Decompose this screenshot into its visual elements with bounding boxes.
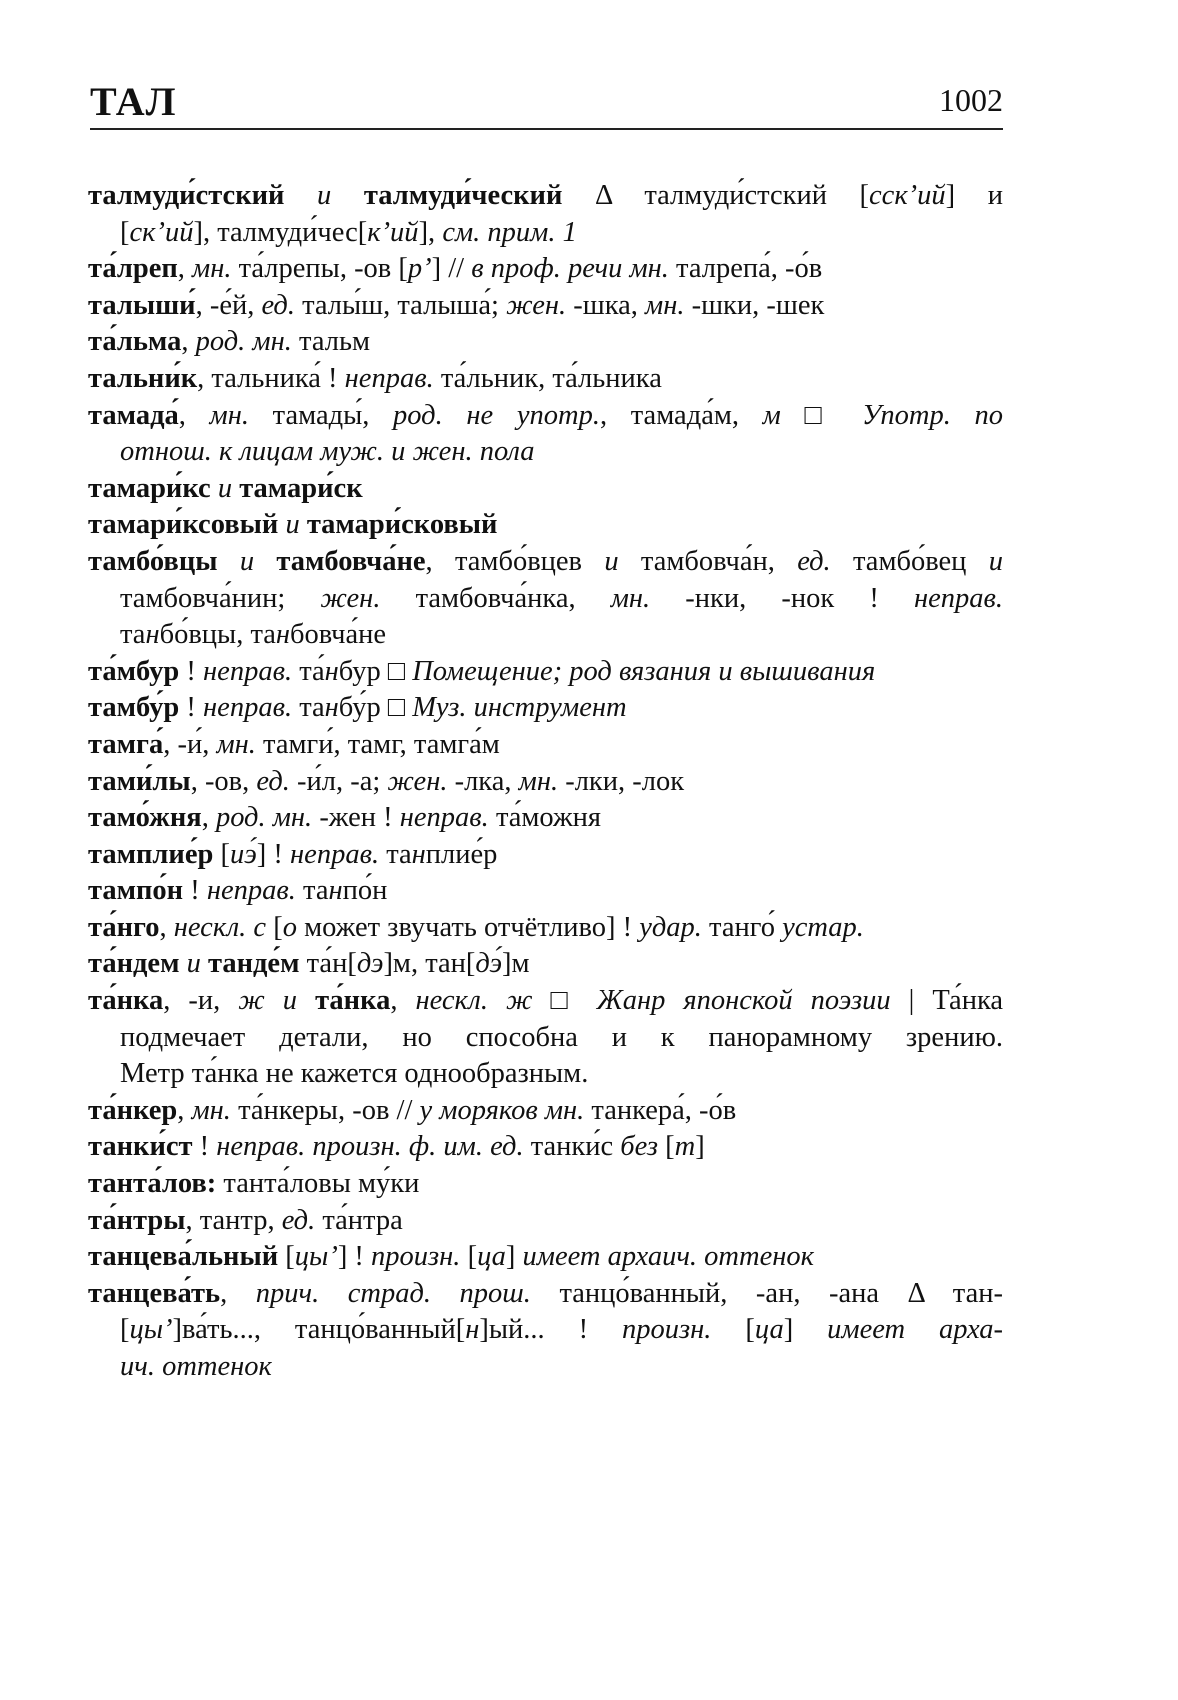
label-italic: род. мн. xyxy=(195,326,292,358)
entry-headline xyxy=(88,544,1003,581)
dictionary-entry xyxy=(88,361,1003,398)
headword: та́мбур xyxy=(88,655,180,687)
label-italic: имеет арха- xyxy=(827,1314,1003,1346)
entry-text: танки́с xyxy=(523,1131,621,1163)
entry-text: -нки, -нок ! xyxy=(650,582,914,614)
headword: тамари́кс xyxy=(88,472,211,504)
label-italic: род. не употр. xyxy=(393,399,600,431)
label-italic: устар. xyxy=(782,911,864,943)
entry-text: талы́ш, талыша́; xyxy=(294,289,507,321)
entry-continuation-line xyxy=(88,1312,1003,1349)
label-italic: неправ. xyxy=(203,692,293,724)
entry-text: [ xyxy=(120,216,130,248)
label-italic: ед. xyxy=(256,765,290,797)
entry-text: ]м, тан[ xyxy=(383,948,476,980)
entry-text: , тамбо́вцев xyxy=(425,545,605,577)
headword: та́льма xyxy=(88,326,182,358)
dictionary-entry xyxy=(88,1166,1003,1203)
label-italic: неправ. xyxy=(399,802,489,834)
headword: тамари́сковый xyxy=(306,509,498,541)
entry-text: ]ый... ! xyxy=(479,1314,623,1346)
entry-text: ! xyxy=(179,655,204,687)
entry-text: , -е́й, xyxy=(195,289,262,321)
entry-continuation-line xyxy=(88,434,1003,471)
headword: танта́лов: xyxy=(88,1168,217,1200)
dictionary-entry xyxy=(88,1239,1003,1276)
dictionary-entry xyxy=(88,398,1003,471)
running-head: ТАЛ xyxy=(90,79,177,124)
entry-text: ! xyxy=(183,875,207,907)
entry-text: [ xyxy=(120,1314,130,1346)
label-italic: жен. xyxy=(387,765,448,797)
entry-headline xyxy=(88,873,1003,910)
headword: талмуди́ческий xyxy=(363,180,563,211)
dictionary-entry xyxy=(88,544,1003,654)
entry-text: ] // xyxy=(431,253,472,285)
entry-text: бур □ xyxy=(338,655,413,687)
label-italic: род. мн. xyxy=(215,802,313,834)
entry-text: та́лрепы, -ов [ xyxy=(231,253,408,285)
dictionary-entries xyxy=(88,178,1003,1386)
dictionary-entry xyxy=(88,983,1003,1093)
entry-text: та xyxy=(379,838,412,870)
label-italic: ед. xyxy=(797,545,831,577)
entry-headline xyxy=(88,288,1003,325)
entry-text: танго́ xyxy=(701,911,783,943)
label-italic: нескл. с xyxy=(173,911,267,943)
entry-continuation-line xyxy=(88,215,1003,252)
label-italic: н xyxy=(411,838,426,870)
entry-headline xyxy=(88,837,1003,874)
entry-headline xyxy=(88,361,1003,398)
entry-text: , xyxy=(220,1277,256,1309)
entry-text: тамбо́вец xyxy=(830,545,989,577)
headword: тамада́ xyxy=(88,399,179,431)
label-italic: мн. xyxy=(216,728,256,760)
label-italic: неправ. произн. ф. им. ед. xyxy=(216,1131,524,1163)
entry-text: | Та́нка xyxy=(890,985,1003,1017)
label-italic: Жанр японской поэзии xyxy=(596,985,891,1017)
dictionary-entry xyxy=(88,471,1003,508)
dictionary-entry xyxy=(88,837,1003,874)
entry-text: ]ва́ть..., танцо́ванный[ xyxy=(172,1314,466,1346)
entry-continuation-line xyxy=(88,1349,1003,1386)
entry-headline xyxy=(88,1093,1003,1130)
label-italic: жен. xyxy=(506,289,567,321)
entry-text: тамги́, тамг, тамга́м xyxy=(255,728,500,760)
entry-text: ]м xyxy=(502,948,530,980)
entry-text: -шки, -шек xyxy=(684,289,825,321)
entry-text: та́ xyxy=(292,655,325,687)
label-italic: рʼ xyxy=(407,253,432,285)
entry-text: та́можня xyxy=(488,802,602,834)
dictionary-entry xyxy=(88,764,1003,801)
entry-text: тамбовча́нин; xyxy=(120,582,321,614)
dictionary-entry xyxy=(88,654,1003,691)
headword: танцева́ть xyxy=(88,1277,221,1309)
headword: та́нка xyxy=(315,985,391,1017)
entry-text: , xyxy=(390,985,416,1017)
label-italic: см. прим. 1 xyxy=(442,216,577,248)
label-italic: и xyxy=(217,545,277,577)
label-italic: дэ xyxy=(356,948,384,980)
entry-headline xyxy=(88,690,1003,727)
entry-text: -жен ! xyxy=(312,802,400,834)
entry-headline xyxy=(88,324,1003,361)
entry-headline xyxy=(88,1276,1003,1313)
label-italic: отнош. к лицам муж. и жен. пола xyxy=(120,436,535,468)
page-number: 1002 xyxy=(939,82,1003,118)
entry-headline xyxy=(88,1203,1003,1240)
headword: тамари́ксовый xyxy=(88,509,279,541)
entry-text: [ xyxy=(266,911,283,943)
entry-text: ! xyxy=(179,692,204,724)
label-italic: и xyxy=(278,509,307,541)
entry-text: та́нкеры, -ов // xyxy=(230,1094,420,1126)
label-italic: мн. xyxy=(191,1094,231,1126)
entry-text: ] и xyxy=(945,180,1003,211)
dictionary-entry xyxy=(88,727,1003,764)
headword: та́ндем xyxy=(88,948,180,980)
label-italic: произн. xyxy=(371,1241,461,1273)
entry-continuation-line xyxy=(88,617,1003,654)
entry-text: ] xyxy=(783,1314,828,1346)
label-italic: и xyxy=(604,545,619,577)
label-italic: неправ. xyxy=(290,838,380,870)
entry-text: та xyxy=(120,619,146,651)
entry-text: та́нтра xyxy=(315,1204,403,1236)
label-italic: мн. xyxy=(209,399,249,431)
entry-text: по́н xyxy=(342,875,388,907)
headword: тамари́ск xyxy=(239,472,363,504)
entry-text: [ xyxy=(460,1241,478,1273)
entry-text: бу́р □ xyxy=(338,692,413,724)
headword: тамбу́р xyxy=(88,692,180,724)
entry-headline xyxy=(88,727,1003,764)
entry-text: танкера́, -о́в xyxy=(584,1094,737,1126)
entry-text: [ xyxy=(711,1314,755,1346)
label-italic: цыʼ xyxy=(129,1314,173,1346)
entry-continuation-line xyxy=(88,1020,1003,1057)
label-italic: неправ. xyxy=(203,655,293,687)
label-italic: нескл. ж xyxy=(415,985,533,1017)
entry-headline xyxy=(88,800,1003,837)
headword: та́нкер xyxy=(88,1094,178,1126)
entry-text: ], талмуди́чес[ xyxy=(193,216,368,248)
entry-text: ] xyxy=(505,1241,523,1273)
entry-text: , тамада́м, xyxy=(599,399,763,431)
entry-headline xyxy=(88,251,1003,288)
entry-headline xyxy=(88,178,1003,215)
label-italic: и xyxy=(284,180,364,211)
entry-headline xyxy=(88,946,1003,983)
entry-text: [ xyxy=(658,1131,675,1163)
headword: та́лреп xyxy=(88,253,178,285)
dictionary-entry xyxy=(88,507,1003,544)
label-italic: н xyxy=(275,619,291,651)
dictionary-entry xyxy=(88,1203,1003,1240)
label-italic: ца xyxy=(754,1314,784,1346)
dictionary-entry xyxy=(88,1093,1003,1130)
label-italic: мн. xyxy=(610,582,651,614)
dictionary-entry xyxy=(88,1276,1003,1386)
label-italic: н xyxy=(324,692,339,724)
entry-headline xyxy=(88,507,1003,544)
entry-headline xyxy=(88,1129,1003,1166)
entry-text: та xyxy=(295,875,329,907)
entry-text: ] ! xyxy=(256,838,291,870)
entry-text: , -и́, xyxy=(163,728,217,760)
entry-headline xyxy=(88,1166,1003,1203)
entry-text: , xyxy=(159,911,174,943)
dictionary-entry xyxy=(88,288,1003,325)
entry-text: ] ! xyxy=(337,1241,372,1273)
label-italic: прич. страд. прош. xyxy=(255,1277,531,1309)
headword: та́нтры xyxy=(88,1204,186,1236)
entry-headline xyxy=(88,654,1003,691)
headword: та́нго xyxy=(88,911,160,943)
label-italic: без xyxy=(620,1131,659,1163)
entry-text: , xyxy=(181,326,196,358)
label-italic: н xyxy=(324,655,339,687)
entry-text: тамады́, xyxy=(248,399,394,431)
label-italic: Употр. по xyxy=(861,399,1003,431)
entry-text: может звучать отчётливо] ! xyxy=(296,911,640,943)
dictionary-entry xyxy=(88,690,1003,727)
headword: тальни́к xyxy=(88,362,198,394)
headword: тамга́ xyxy=(88,728,164,760)
label-italic: и xyxy=(988,545,1003,577)
label-italic: имеет архаич. оттенок xyxy=(522,1241,814,1273)
label-italic: жен. xyxy=(320,582,381,614)
entry-text: тамбовча́нка, xyxy=(380,582,611,614)
label-italic: ич. оттенок xyxy=(120,1351,272,1382)
dictionary-entry xyxy=(88,946,1003,983)
dictionary-entry xyxy=(88,178,1003,251)
dictionary-entry xyxy=(88,324,1003,361)
entry-headline xyxy=(88,1239,1003,1276)
label-italic: Муз. инструмент xyxy=(412,692,627,724)
entry-text: та xyxy=(292,692,325,724)
entry-text: ! xyxy=(192,1131,217,1163)
entry-text: Δ талмуди́стский [ xyxy=(562,180,870,211)
entry-text: бовча́не xyxy=(290,619,387,651)
entry-text: □ xyxy=(532,985,597,1017)
label-italic: Помещение; род вязания и вышивания xyxy=(412,655,876,687)
dictionary-entry xyxy=(88,873,1003,910)
dictionary-entry xyxy=(88,800,1003,837)
label-italic: н xyxy=(465,1314,480,1346)
label-italic: произн. xyxy=(622,1314,712,1346)
headword: тами́лы xyxy=(88,765,191,797)
entry-headline xyxy=(88,398,1003,435)
label-italic: скʼий xyxy=(129,216,194,248)
label-italic: дэ́ xyxy=(475,948,503,980)
entry-text: , -ов, xyxy=(190,765,257,797)
entry-text: [ xyxy=(278,1241,295,1273)
entry-headline xyxy=(88,764,1003,801)
dictionary-entry xyxy=(88,251,1003,288)
headword: тамбовча́не xyxy=(276,545,426,577)
label-italic: ед. xyxy=(281,1204,316,1236)
entry-text: плие́р xyxy=(425,838,498,870)
label-italic: ца xyxy=(477,1241,506,1273)
label-italic: цыʼ xyxy=(294,1241,338,1273)
entry-continuation-line xyxy=(88,1056,1003,1093)
entry-text: танта́ловы му́ки xyxy=(216,1168,420,1200)
entry-text: ] xyxy=(695,1131,705,1163)
entry-text: -шка, xyxy=(566,289,646,321)
entry-text: тамбовча́н, xyxy=(618,545,798,577)
label-italic: иэ́ xyxy=(229,838,257,870)
headword: тамбо́вцы xyxy=(88,545,218,577)
label-italic: и xyxy=(210,472,240,504)
entry-text: , xyxy=(177,253,193,285)
label-italic: мн. xyxy=(192,253,232,285)
entry-headline xyxy=(88,471,1003,508)
headword: талыши́ xyxy=(88,289,196,321)
label-italic: мн. xyxy=(518,765,559,797)
entry-text: талрепа́, -о́в xyxy=(668,253,823,285)
headword: та́нка xyxy=(88,985,164,1017)
label-italic: неправ. xyxy=(913,582,1003,614)
dictionary-entry xyxy=(88,910,1003,947)
entry-text: та́льник, та́льника xyxy=(433,362,662,394)
entry-text: бо́вцы, та xyxy=(159,619,276,651)
label-italic: кʼий xyxy=(367,216,419,248)
label-italic: у моряков мн. xyxy=(419,1094,585,1126)
entry-text: , тальника́ ! xyxy=(197,362,345,394)
label-italic: ед. xyxy=(261,289,295,321)
entry-text: □ xyxy=(780,399,862,431)
entry-text: -лка, xyxy=(447,765,519,797)
entry-text: , xyxy=(178,399,210,431)
entry-text: , тантр, xyxy=(185,1204,282,1236)
label-italic: ж и xyxy=(238,985,316,1017)
headword: тампо́н xyxy=(88,875,184,907)
headword: тамо́жня xyxy=(88,802,202,834)
entry-continuation-line xyxy=(88,581,1003,618)
entry-text: -лки, -лок xyxy=(558,765,685,797)
headword: танде́м xyxy=(208,948,300,980)
entry-text: , xyxy=(201,802,216,834)
label-italic: и xyxy=(179,948,208,980)
entry-text: ], xyxy=(418,216,443,248)
entry-headline xyxy=(88,983,1003,1020)
label-italic: м xyxy=(762,399,781,431)
headword: танцева́льный xyxy=(88,1241,279,1273)
entry-text: Метр та́нка не кажется однообразным. xyxy=(120,1058,589,1090)
page-header xyxy=(90,78,1003,130)
entry-text: подмечает детали, но способна и к панорамному зрению. xyxy=(120,1021,1003,1053)
label-italic: неправ. xyxy=(344,362,434,394)
entry-text: танцо́ванный, -ан, -ана Δ тан- xyxy=(530,1277,1003,1309)
entry-text: тальм xyxy=(291,326,370,358)
dictionary-entry xyxy=(88,1129,1003,1166)
headword: талмуди́стский xyxy=(88,180,285,211)
label-italic: в проф. речи мн. xyxy=(471,253,669,285)
label-italic: неправ. xyxy=(206,875,296,907)
entry-text: -и́л, -а; xyxy=(289,765,388,797)
label-italic: т xyxy=(674,1131,696,1163)
entry-text: та́н[ xyxy=(299,948,357,980)
headword: тамплие́р xyxy=(88,838,214,870)
label-italic: удар. xyxy=(639,911,702,943)
label-italic: мн. xyxy=(645,289,685,321)
headword: танки́ст xyxy=(88,1131,193,1163)
entry-text: , xyxy=(177,1094,192,1126)
label-italic: н xyxy=(328,875,343,907)
label-italic: сскʼий xyxy=(869,180,946,211)
entry-text: [ xyxy=(213,838,230,870)
label-italic: о xyxy=(282,911,297,943)
entry-headline xyxy=(88,910,1003,947)
entry-text: , -и, xyxy=(163,985,239,1017)
label-italic: н xyxy=(145,619,160,651)
